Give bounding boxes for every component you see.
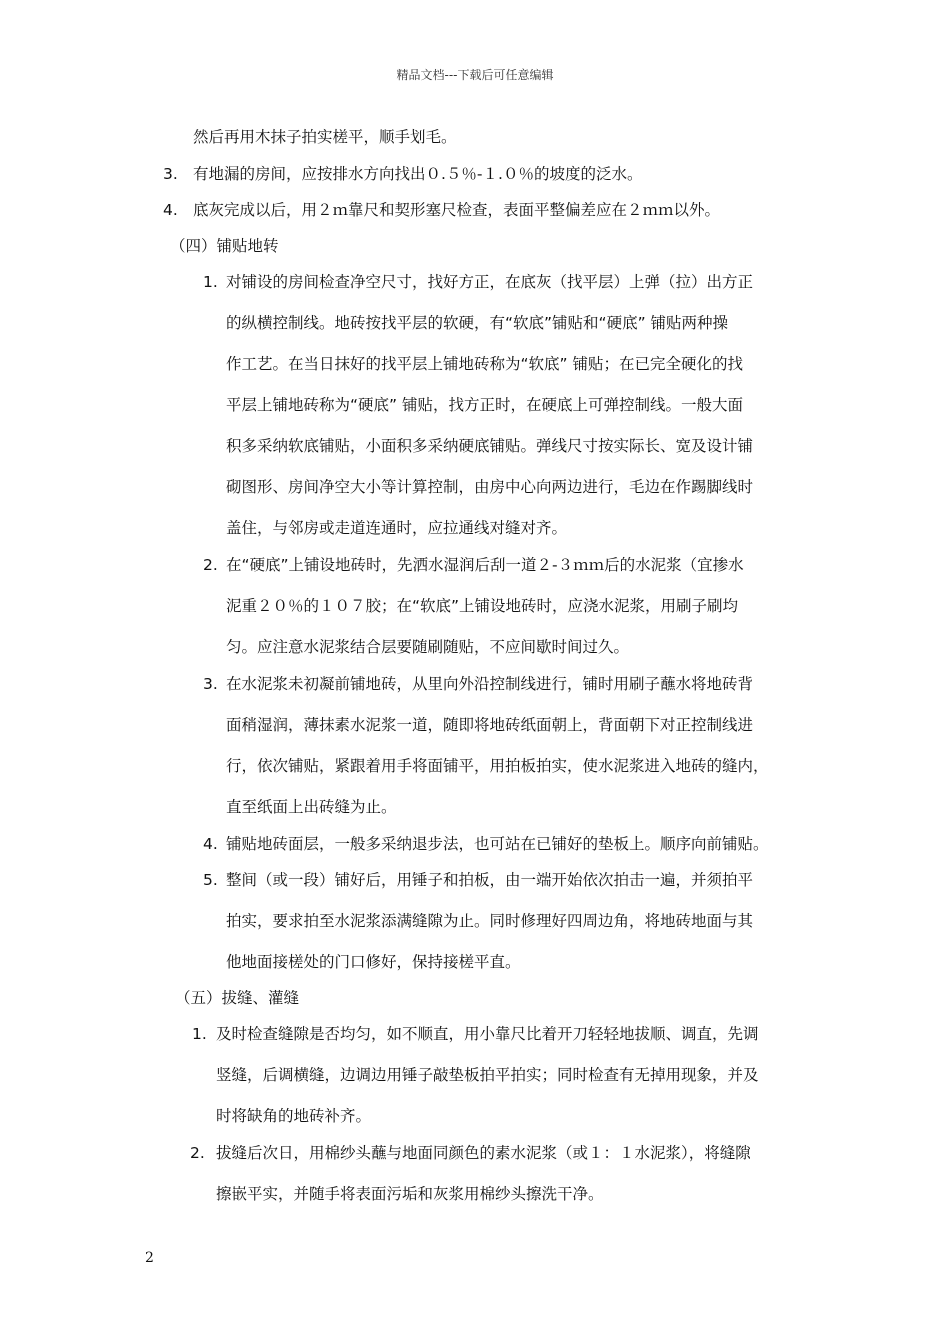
page-header: 精品文档---下载后可任意编辑 [396, 68, 554, 82]
text-line: 然后再用木抹子拍实槎平，顺手划毛。 [193, 128, 457, 146]
section-heading: （四）铺贴地转 [170, 237, 279, 255]
text-line: 拍实，要求拍至水泥浆添满缝隙为止。同时修理好四周边角，将地砖地面与其 [226, 912, 754, 930]
list-number: 3. [203, 675, 218, 693]
text-line: 的纵横控制线。地砖按找平层的软硬，有“软底”铺贴和“硬底” 铺贴两种操 [226, 314, 729, 332]
text-line: 及时检查缝隙是否均匀，如不顺直，用小靠尺比着开刀轻轻地拔顺、调直，先调 [216, 1025, 759, 1043]
text-line: 他地面接槎处的门口修好，保持接槎平直。 [226, 953, 521, 971]
text-line: 匀。应注意水泥浆结合层要随刷随贴，不应间歇时间过久。 [226, 638, 630, 656]
text-line: 砌图形、房间净空大小等计算控制，由房中心向两边进行，毛边在作踢脚线时 [226, 478, 754, 496]
text-line: 盖住，与邻房或走道连通时，应拉通线对缝对齐。 [226, 519, 568, 537]
text-line: 擦嵌平实，并随手将表面污垢和灰浆用棉纱头擦洗干净。 [216, 1185, 604, 1203]
text-line: 整间（或一段）铺好后，用锤子和拍板，由一端开始依次拍击一遍，并须拍平 [226, 871, 754, 889]
text-line: 时将缺角的地砖补齐。 [216, 1107, 372, 1125]
text-line: 面稍湿润，薄抹素水泥浆一道，随即将地砖纸面朝上，背面朝下对正控制线进 [226, 716, 754, 734]
text-line: 直至纸面上出砖缝为止。 [226, 798, 397, 816]
text-line: 泥重２０％的１０７胶；在“软底”上铺设地砖时，应浇水泥浆，用刷子刷均 [226, 597, 739, 615]
list-number: 2. [190, 1144, 205, 1162]
text-line: 有地漏的房间，应按排水方向找出０.５％-１.０％的坡度的泛水。 [193, 165, 643, 183]
list-number: 4. [203, 835, 218, 853]
text-line: 在“硬底”上铺设地砖时，先洒水湿润后刮一道２-３ｍｍ后的水泥浆（宜掺水 [226, 556, 744, 574]
text-line: 平层上铺地砖称为“硬底” 铺贴，找方正时，在硬底上可弹控制线。一般大面 [226, 396, 743, 414]
text-line: 作工艺。在当日抹好的找平层上铺地砖称为“软底” 铺贴；在已完全硬化的找 [226, 355, 743, 373]
text-line: 对铺设的房间检查净空尺寸，找好方正，在底灰（找平层）上弹（拉）出方正 [226, 273, 754, 291]
list-number: 5. [203, 871, 218, 889]
page-number: 2 [145, 1250, 154, 1266]
text-line: 在水泥浆未初凝前铺地砖，从里向外沿控制线进行，铺时用刷子蘸水将地砖背 [226, 675, 754, 693]
list-number: 4. [163, 201, 178, 219]
text-line: 铺贴地砖面层，一般多采纳退步法，也可站在已铺好的垫板上。顺序向前铺贴。 [226, 835, 769, 853]
text-line: 行，依次铺贴，紧跟着用手将面铺平，用拍板拍实，使水泥浆进入地砖的缝内， [226, 757, 769, 775]
text-line: 拔缝后次日，用棉纱头蘸与地面同颜色的素水泥浆（或１：１水泥浆），将缝隙 [216, 1144, 751, 1162]
list-number: 3. [163, 165, 178, 183]
text-line: 底灰完成以后，用２ｍ靠尺和契形塞尺检查，表面平整偏差应在２ｍｍ以外。 [193, 201, 721, 219]
text-line: 积多采纳软底铺贴，小面积多采纳硬底铺贴。弹线尺寸按实际长、宽及设计铺 [226, 437, 754, 455]
text-line: 竖缝，后调横缝，边调边用锤子敲垫板拍平拍实；同时检查有无掉用现象，并及 [216, 1066, 759, 1084]
list-number: 1. [203, 273, 218, 291]
list-number: 1. [192, 1025, 207, 1043]
section-heading: （五）拔缝、灌缝 [175, 989, 300, 1007]
list-number: 2. [203, 556, 218, 574]
